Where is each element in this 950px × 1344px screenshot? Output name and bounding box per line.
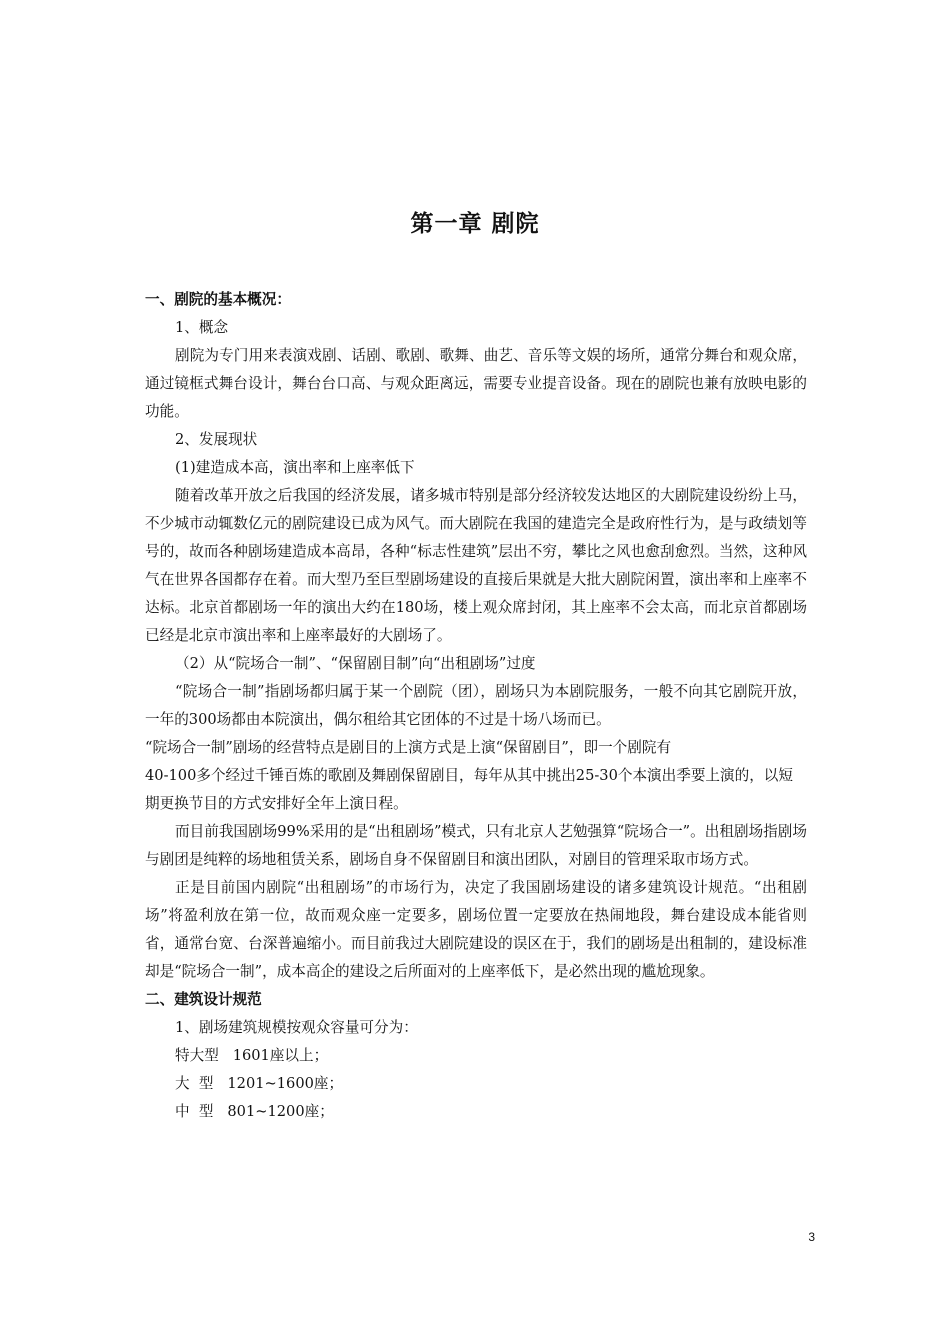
paragraph-transition-4: 而目前我国剧场99%采用的是“出租剧场”模式，只有北京人艺勉强算“院场合一”。出租剧场指剧场与剧团是纯粹的场地租赁关系，剧场自身不保留剧目和演出团队，对剧目的管理采取市场方式。 [145,823,807,868]
subheading-transition: （2）从“院场合一制”、“保留剧目制”向“出租剧场”过度 [175,655,536,672]
page-number: 3 [808,1230,815,1244]
paragraph-transition-2: “院场合一制”剧场的经营特点是剧目的上演方式是上演“保留剧目”，即一个剧院有 [145,739,672,756]
paragraph-transition-3: 40-100多个经过千锤百炼的歌剧及舞剧保留剧目，每年从其中挑出25-30个本演出季要上演的，以短期更换节目的方式安排好全年上演日程。 [145,767,793,812]
scale-item-large: 大 型 1201~1600座； [175,1075,344,1092]
scale-item-medium: 中 型 801~1200座； [175,1103,334,1120]
subheading-concept: 1、概念 [175,319,229,336]
chapter-title: 第一章 剧院 [410,211,540,237]
paragraph-transition-1: “院场合一制”指剧场都归属于某一个剧院（团），剧场只为本剧院服务，一般不向其它剧院开放，一年的300场都由本院演出，偶尔租给其它团体的不过是十场八场而已。 [145,683,807,728]
section-heading-overview: 一、剧院的基本概况： [145,291,291,308]
paragraph-cost: 随着改革开放之后我国的经济发展，诸多城市特别是部分经济较发达地区的大剧院建设纷纷上马，不少城市动辄数亿元的剧院建设已成为风气。而大剧院在我国的建造完全是政府性行为，是与政绩划等号的，故而各种剧场建造成本高昂，各种“标志性建筑”层出不穷，攀比之风也愈刮愈烈。当然，这种风气在世界各国都存在着。而大型乃至巨型剧场建设的直接后果就是大批大剧院闲置，演出率和上座率不达标。北京首都剧场一年的演出大约在180场，楼上观众席封闭，其上座率不会太高，而北京首都剧场已经是北京市演出率和上座率最好的大剧场了。 [145,487,807,644]
subheading-cost: (1)建造成本高，演出率和上座率低下 [175,459,415,476]
document-body [145,286,807,1126]
paragraph-transition-5: 正是目前国内剧院“出租剧场”的市场行为，决定了我国剧场建设的诸多建筑设计规范。“出租剧场”将盈利放在第一位，故而观众座一定要多，剧场位置一定要放在热闹地段，舞台建设成本能省则省，通常台宽、台深普遍缩小。而目前我过大剧院建设的误区在于，我们的剧场是出租制的，建设标准却是“院场合一制”，成本高企的建设之后所面对的上座率低下，是必然出现的尴尬现象。 [145,879,807,980]
paragraph-concept: 剧院为专门用来表演戏剧、话剧、歌剧、歌舞、曲艺、音乐等文娱的场所，通常分舞台和观众席，通过镜框式舞台设计，舞台台口高、与观众距离远，需要专业提音设备。现在的剧院也兼有放映电影的功能。 [145,347,807,420]
subheading-status: 2、发展现状 [175,431,258,448]
section-heading-design-code: 二、建筑设计规范 [145,991,262,1008]
subheading-scale: 1、剧场建筑规模按观众容量可分为： [175,1019,418,1036]
scale-item-extra-large: 特大型 1601座以上； [175,1047,329,1064]
